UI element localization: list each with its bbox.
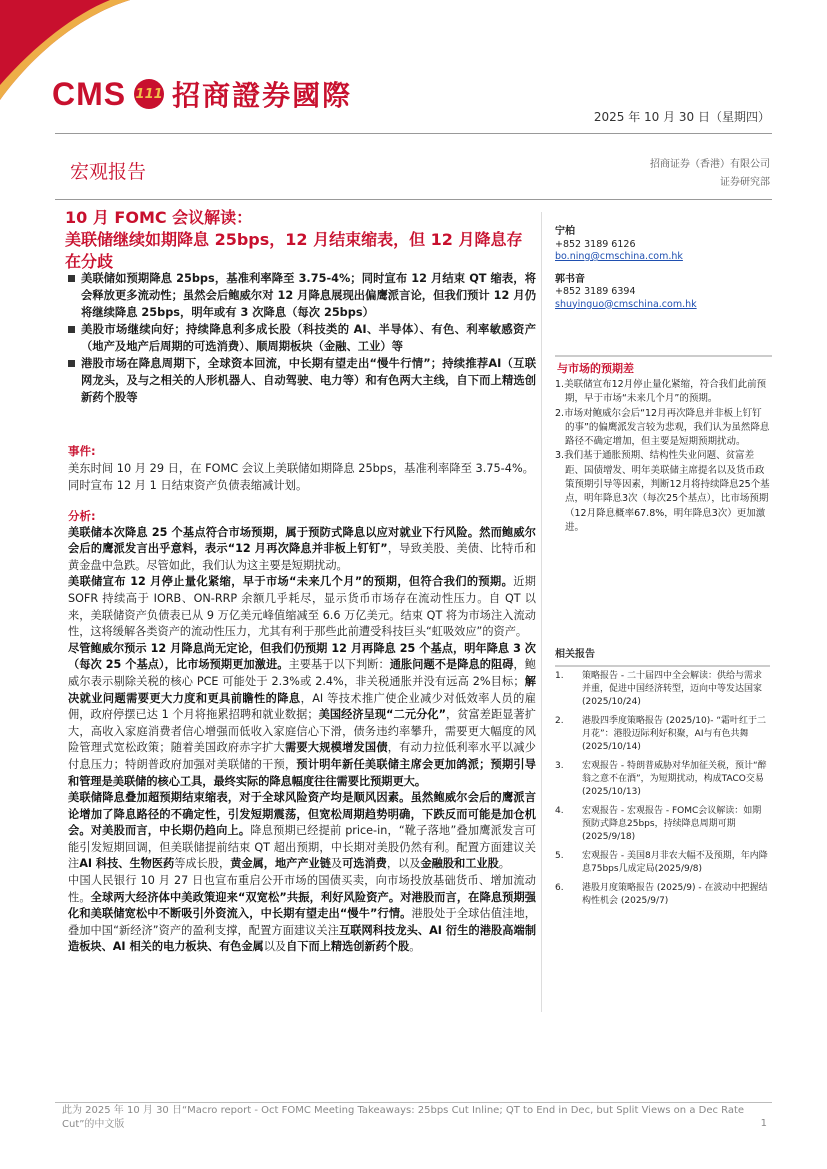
footer-note: 此为 2025 年 10 月 30 日“Macro report - Oct FOMC Meeting Takeaways: 25bps Cut Inline; QT to End in Dec, but Split Views on a Dec Rate Cut”的中文版	[62, 1105, 745, 1130]
key-point: 美联储如预期降息 25bps，基准利率降至 3.75-4%；同时宣布 12 月结束 QT 缩表，将会释放更多流动性；虽然会后鲍威尔对 12 月降息展现出偏鹰派言论，但我们预计 12 月仍将继续降息 25bps，明年或有 3 次降息（每次 25bps）	[68, 270, 536, 321]
expectation-item: 1.美联储宣布12月停止量化紧缩，符合我们此前预期，早于市场“未来几个月”的预期。	[555, 379, 767, 405]
company-logo: CMS 111 招商證券國際	[52, 75, 353, 112]
analyst-name: 宁柏	[555, 226, 575, 237]
key-points	[68, 270, 536, 406]
key-point: 美股市场继续向好；持续降息利多成长股（科技类的 AI、半导体）、有色、利率敏感资产（地产及地产后周期的可选消费）、顺周期板块（金融、工业）等	[68, 321, 536, 355]
analyst-phone: +852 3189 6394	[555, 286, 636, 297]
report-type: 宏观报告	[70, 161, 147, 183]
analyst-email-link[interactable]: shuyinguo@cmschina.com.hk	[555, 298, 697, 310]
divider	[55, 133, 772, 134]
expectations-list	[555, 378, 770, 535]
company-name: 招商证券（香港）有限公司	[650, 159, 770, 170]
related-report-item[interactable]: 4. 宏观报告 - 宏观报告 - FOMC会议解读：如期预防式降息25bps，持续降息周期可期 (2025/9/18)	[555, 806, 762, 842]
analysis-heading: 分析:	[68, 509, 96, 523]
key-point: 港股市场在降息周期下，全球资本回流，中长期有望走出“慢牛行情”；持续推荐AI（互联网龙头，及与之相关的人形机器人、自动驾驶、电力等）和有色两大主线，自下而上精选创新药个股等	[68, 355, 536, 406]
event-text: 美东时间 10 月 29 日，在 FOMC 会议上美联储如期降息 25bps，基准利率降至 3.75-4%。同时宣布 12 月 1 日结束资产负债表缩减计划。	[68, 462, 534, 492]
event-section	[68, 443, 536, 494]
event-heading: 事件:	[68, 444, 96, 458]
report-date: 2025 年 10 月 30 日（星期四）	[593, 110, 770, 124]
related-reports-heading: 相关报告	[555, 645, 770, 667]
analysis-paragraph: 美联储宣布 12 月停止量化紧缩，早于市场“未来几个月”的预期，但符合我们的预期。近期 SOFR 持续高于 IORB、ON-RRP 余额几乎耗尽，显示货币市场存在流动性压力。自 QT 以来，美联储资产负债表已从 9 万亿美元峰值缩减至 6.6 万亿美元。结束 QT 将为市场注入流动性，这将缓解各类资产的流动性压力，尤其有利于那些此前遭受科技巨头“虹吸效应”的资产。	[68, 575, 536, 639]
analysis-paragraph: 美联储本次降息 25 个基点符合市场预期，属于预防式降息以应对就业下行风险。然而鲍威尔会后的鹰派发言出乎意料，表示“12 月再次降息并非板上钉钉”，导致美股、美债、比特币和黄金盘中急跌。尽管如此，我们认为这主要是短期扰动。	[68, 525, 536, 572]
sidebar-divider	[541, 212, 542, 1012]
expectation-item: 2.市场对鲍威尔会后“12月再次降息并非板上钉钉的事”的偏鹰派发言较为悲观，我们认为虽然降息路径不确定增加，但主要是短期预期扰动。	[555, 407, 770, 448]
footer-divider	[55, 1102, 772, 1103]
company-info	[650, 156, 770, 192]
expectation-item: 3.我们基于通胀预期、结构性失业问题、贫富差距、国债增发、明年美联储主席提名以及货币政策预期引导等因素，判断12月将持续降息25个基点，明年降息3次（每次25个基点），比市场预期（12月降息概率67.8%，明年降息3次）更加激进。	[555, 450, 770, 533]
related-report-item[interactable]: 2. 港股四季度策略报告 (2025/10)- “霜叶红于二月花”：港股迈际利好积聚，AI与有色共舞 (2025/10/14)	[555, 716, 767, 752]
analyst-contacts	[555, 226, 770, 311]
department: 证券研究部	[720, 177, 770, 188]
analyst-email-link[interactable]: bo.ning@cmschina.com.hk	[555, 251, 683, 262]
analysis-paragraph: 美联储降息叠加超预期结束缩表，对于全球风险资产均是顺风因素。虽然鲍威尔会后的鹰派言论增加了降息路径的不确定性，引发短期震荡，但宽松周期趋势明确，下跌反而可能是加仓机会。对美股而言，中长期仍趋向上。降息预期已经提前 price-in，“靴子落地”叠加鹰派发言可能引发短期回调，但美联储提前结束 QT 超出预期，中长期对美股仍然有利。配置方面建议关注AI 科技、生物医药等成长股，黄金属，地产产业链及可选消费，以及金融股和工业股。	[68, 791, 536, 871]
analyst-name: 郭书音	[555, 273, 585, 285]
contact-card	[555, 226, 770, 264]
analyst-phone: +852 3189 6126	[555, 238, 636, 250]
related-report-item[interactable]: 6. 港股月度策略报告 (2025/9) - 在波动中把握结构性机会 (2025/9/7)	[555, 883, 768, 906]
divider	[55, 199, 772, 200]
page-number: 1	[760, 1118, 767, 1129]
contact-card	[555, 274, 770, 312]
related-report-item[interactable]: 3. 宏观报告 - 特朗普威胁对华加征关税，预计“醉翁之意不在酒”，为短期扰动，构成TACO交易 (2025/10/13)	[555, 761, 767, 797]
analysis-paragraph: 中国人民银行 10 月 27 日也宣布重启公开市场的国债买卖，向市场投放基础货币、增加流动性。全球两大经济体中美政策迎来“双宽松”共振，利好风险资产。对港股而言，在降息预期强化和美联储宽松中不断吸引外资流入，中长期有望走出“慢牛”行情。港股处于全球估值洼地，叠加中国“新经济”资产的盈利支撑，配置方面建议关注互联网科技龙头、AI 衍生的港股高端制造板块、AI 相关的电力板块、有色金属以及自下而上精选创新药个股。	[68, 874, 537, 954]
analysis-paragraph: 尽管鲍威尔预示 12 月降息尚无定论，但我们仍预期 12 月再降息 25 个基点，明年降息 3 次（每次 25 个基点），比市场预期更加激进。主要基于以下判断：通胀问题不是降息的阻碍，鲍威尔表示剔除关税的核心 PCE 可能处于 2.3%或 2.4%，非关税通胀并没有远高 2%目标；解决就业问题需要更大力度和更具前瞻性的降息，AI 等技术推广使企业减少对低效率人员的雇佣，政府停摆已达 1 个月将拖累招聘和就业数据；美国经济呈现“二元分化”，贫富差距显著扩大，高收入家庭消费者信心增强而低收入家庭信心下滑，债务违约率攀升，需要更大幅度的风险管理式宽松政策；随着美国政府赤字扩大需要大规模增发国债，有动力拉低利率水平以减少付息压力；特朗普政府加强对美联储的干预，预计明年新任美联储主席会更加鸽派；预期引导和管理是美联储的核心工具，最终实际的降息幅度往往需要比预期更大。	[68, 641, 536, 788]
expectations-heading: 与市场的预期差	[555, 355, 772, 380]
analysis-section	[68, 508, 536, 956]
report-title: 10 月 FOMC 会议解读： 美联储继续如期降息 25bps，12 月结束缩表，但 12 月降息存在分歧	[65, 208, 523, 271]
related-report-item[interactable]: 1. 策略报告 - 二十届四中全会解读：供给与需求并重，促进中国经济转型，迈向中等发达国家 (2025/10/24)	[555, 671, 763, 707]
related-report-item[interactable]: 5. 宏观报告 - 美国8月非农大幅不及预期，年内降息75bps几成定局(2025/9/8)	[555, 851, 768, 874]
related-reports-list	[555, 670, 770, 914]
